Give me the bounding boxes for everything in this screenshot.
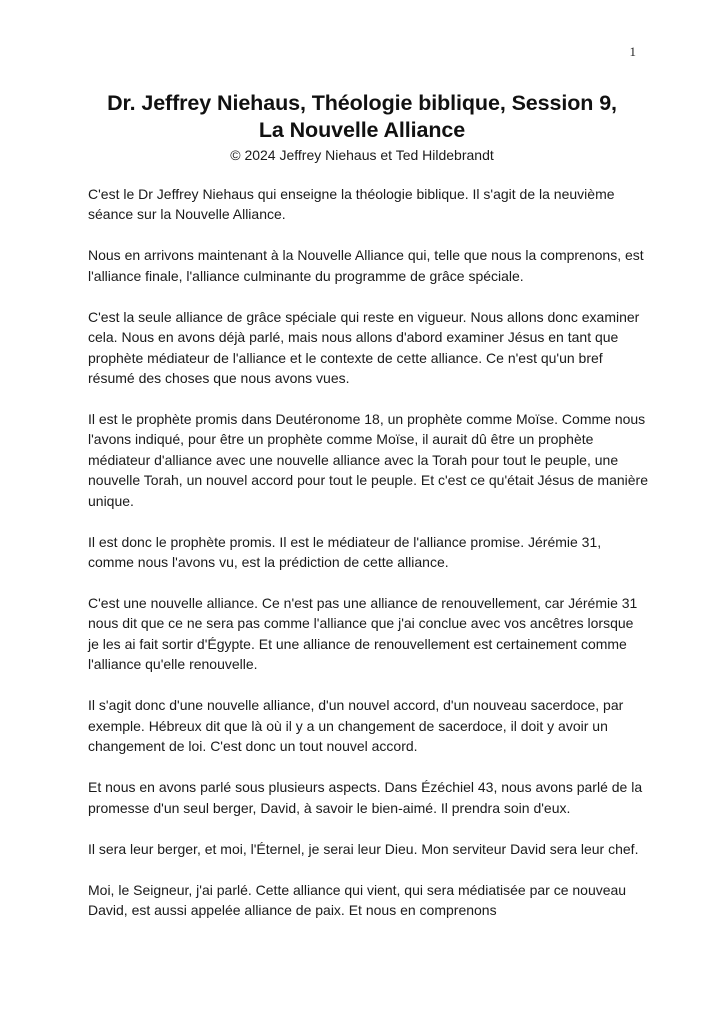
- paragraph: Il sera leur berger, et moi, l'Éternel, je serai leur Dieu. Mon serviteur David sera leur chef.: [88, 840, 639, 857]
- transcript-body: [88, 184, 648, 941]
- copyright-line: © 2024 Jeffrey Niehaus et Ted Hildebrandt: [230, 147, 494, 163]
- paragraph: Nous en arrivons maintenant à la Nouvelle Alliance qui, telle que nous la comprenons, est l'alliance finale, l'alliance culminante du programme de grâce spéciale.: [88, 247, 644, 284]
- document-title: [60, 90, 664, 144]
- page-number: 1: [629, 44, 636, 59]
- title-line-1: Dr. Jeffrey Niehaus, Théologie biblique, Session 9,: [107, 91, 617, 115]
- paragraph: C'est une nouvelle alliance. Ce n'est pas une alliance de renouvellement, car Jérémie 31 nous dit que ce ne sera pas comme l'alliance que j'ai conclue avec vos ancêtres lorsque je les ai fait sortir d'Égypte. Et une alliance de renouvellement est certainement comme l'alliance qu'elle renouvelle.: [88, 595, 638, 673]
- paragraph: Il est le prophète promis dans Deutéronome 18, un prophète comme Moïse. Comme nous l'avons indiqué, pour être un prophète comme Moïse, il aurait dû être un prophète médiateur d'alliance avec une nouvelle alliance avec la Torah pour tout le peuple, une nouvelle Torah, un nouvel accord pour tout le peuple. Et c'est ce qu'était Jésus de manière unique.: [88, 411, 648, 509]
- paragraph: Et nous en avons parlé sous plusieurs aspects. Dans Ézéchiel 43, nous avons parlé de la promesse d'un seul berger, David, à savoir le bien-aimé. Il prendra soin d'eux.: [88, 779, 643, 816]
- paragraph: Moi, le Seigneur, j'ai parlé. Cette alliance qui vient, qui sera médiatisée par ce nouveau David, est aussi appelée alliance de paix. Et nous en comprenons: [88, 881, 627, 918]
- paragraph: C'est le Dr Jeffrey Niehaus qui enseigne la théologie biblique. Il s'agit de la neuvième séance sur la Nouvelle Alliance.: [88, 186, 615, 223]
- paragraph: C'est la seule alliance de grâce spéciale qui reste en vigueur. Nous allons donc examiner cela. Nous en avons déjà parlé, mais nous allons d'abord examiner Jésus en tant que prophète médiateur de l'alliance et le contexte de cette alliance. Ce n'est qu'un bref résumé des choses que nous avons vues.: [88, 308, 640, 387]
- title-line-2: La Nouvelle Alliance: [258, 118, 466, 142]
- paragraph: Il s'agit donc d'une nouvelle alliance, d'un nouvel accord, d'un nouveau sacerdoce, par exemple. Hébreux dit que là où il y a un changement de sacerdoce, il doit y avoir un changement de loi. C'est donc un tout nouvel accord.: [88, 697, 624, 755]
- paragraph: Il est donc le prophète promis. Il est le médiateur de l'alliance promise. Jérémie 31, comme nous l'avons vu, est la prédiction de cette alliance.: [88, 533, 602, 571]
